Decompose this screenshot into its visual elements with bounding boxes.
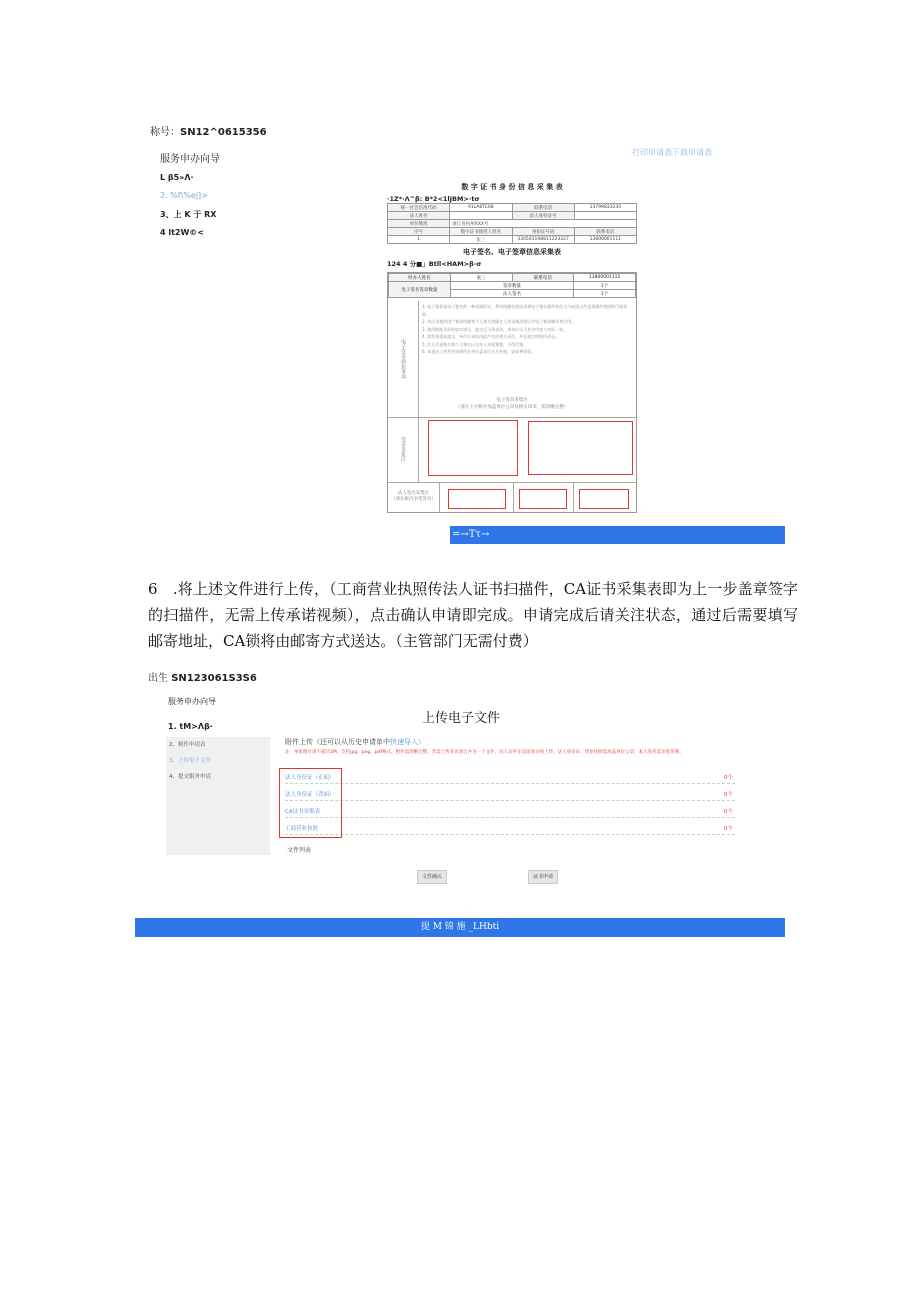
seal-note-2: （请在下方框中加盖单位公章及相关印章，需清晰完整） xyxy=(455,405,569,410)
attachment-header: 附件上传（还可以从历史申请单中快速导入） xyxy=(285,738,425,746)
table-cell: 数字证书使用人姓名 xyxy=(450,228,512,236)
sidebar-item-upload[interactable]: 3、上传电子文件 xyxy=(169,758,211,764)
file-count: 0个 xyxy=(724,826,733,832)
files-highlight-box xyxy=(279,768,342,838)
sign-label-line1: 法人签名采集区 xyxy=(397,491,430,496)
table-cell: 浙江省杭州XXX号 xyxy=(450,220,637,228)
signature-collection-table xyxy=(387,272,637,513)
table-cell: 法人姓名 xyxy=(388,212,450,220)
print-download-link[interactable]: 打印申请表下载申请表 xyxy=(632,148,712,157)
confirm-files-button[interactable]: 文件确认 xyxy=(417,870,447,884)
note-item: 4. 如发现重复提交，单位应承担由此产生的相关责任，并在规定时间内更正。 xyxy=(422,334,560,339)
file-row[interactable] xyxy=(285,790,735,801)
sign-box-1[interactable] xyxy=(448,489,506,509)
note-item: 1. 电子签章是电子签名的一种表现形式，利用图像处理技术将电子签名操作转化为与纸质文件盖章操作相同的可视效果。 xyxy=(422,304,628,317)
step-2[interactable]: 2. %f\%ej]> xyxy=(160,191,208,200)
file-count: 0个 xyxy=(724,775,733,781)
seal-box-left[interactable] xyxy=(428,420,518,476)
file-row[interactable] xyxy=(285,824,735,835)
step-1[interactable]: L β5»Λ· xyxy=(160,173,194,182)
cert-info-table xyxy=(387,203,637,244)
file-name[interactable]: 法人身份证（正面） xyxy=(285,775,335,781)
note-item: 5. 法人代表签名和个人签名应由本人亲笔签署，不得代签。 xyxy=(422,341,528,347)
seal-note: 电子签章采集区 xyxy=(496,398,528,403)
file-name[interactable]: 法人身份证（背面） xyxy=(285,792,335,798)
table-cell: 联系电话 xyxy=(574,228,636,236)
sign-box-3[interactable] xyxy=(579,489,629,509)
table-cell: 序号 xyxy=(388,228,450,236)
bottom-nav-bar-2[interactable]: 提 M 锦 施 _LHbti xyxy=(135,918,785,937)
sign-box-2[interactable] xyxy=(519,489,567,509)
table-cell: 身份证号码 xyxy=(512,228,574,236)
table-cell xyxy=(450,212,512,220)
upload-title: 上传电子文件 xyxy=(422,711,501,726)
table-cell: 统一社会信用代码 xyxy=(388,204,450,212)
section2-title: 出生 SN123061S3S6 xyxy=(148,673,257,684)
note-item: 2. 单位采集的用户签章图像和个人签名图像在上述采集清理后作电子签章制作和应用。 xyxy=(422,319,576,324)
bottom-nav-bar-1[interactable]: =→Tτ→ xyxy=(450,526,785,544)
table-cell: 1 xyxy=(388,236,450,244)
sign-label xyxy=(388,483,440,512)
table-cell: 电子签名签章数量 xyxy=(389,282,451,298)
cert-info-form xyxy=(387,182,637,268)
table-cell: 13800001111 xyxy=(574,274,636,282)
table-cell: 经办人姓名 xyxy=(389,274,451,282)
file-list-label: 文件列表 xyxy=(287,847,312,854)
table-cell: 张三 xyxy=(450,236,512,244)
form-subtitle-3: 124 4 分■」Btll<HAM>β·σ xyxy=(387,260,482,268)
table-cell: 91LA8TE6B xyxy=(450,204,512,212)
table-cell: 13800001111 xyxy=(574,236,636,244)
apply-cert-button[interactable]: 证书申请 xyxy=(528,870,558,884)
file-rows xyxy=(285,773,735,833)
table-cell: 联系电话 xyxy=(512,274,574,282)
sign-label-line2: （请在框内亲笔签名） xyxy=(391,497,436,502)
file-row[interactable] xyxy=(285,773,735,784)
quick-import-link[interactable]: 快速导入） xyxy=(390,738,425,746)
file-count: 0个 xyxy=(724,792,733,798)
table-cell: 法人身份证号 xyxy=(512,212,574,220)
table-cell: 单位地址 xyxy=(388,220,450,228)
form-title: 数 字 证 书 身 份 信 息 采 集 表 xyxy=(461,183,563,191)
table-cell: 法人签名 xyxy=(450,290,574,298)
service-guide-heading-2: 服务申办向导 xyxy=(168,697,216,706)
seal-box-right[interactable] xyxy=(528,421,633,475)
table-cell: 1个 xyxy=(574,282,636,290)
table-cell xyxy=(574,212,636,220)
file-count: 0个 xyxy=(724,809,733,815)
attachment-panel xyxy=(285,737,735,756)
notes-side-label: 电子签章须知事项 xyxy=(388,301,419,417)
file-name[interactable]: 工商营业执照 xyxy=(285,826,319,832)
section1-title: 称号：SN12^0615356 xyxy=(150,127,267,138)
table-cell: 330501198811223327 xyxy=(512,236,574,244)
note-item: 3. 使用数据及资料如实填写，提交后不得更改，本单位认可其中内容与实际一致。 xyxy=(422,326,568,332)
sidebar-item-submit[interactable]: 4、提交服务申请 xyxy=(169,774,211,780)
sidebar-item-make-form[interactable]: 2、制作申请表 xyxy=(169,742,206,748)
file-name[interactable]: CA证书采集表 xyxy=(285,809,321,815)
table-cell: 13799833230 xyxy=(574,204,636,212)
table-cell: 1个 xyxy=(574,290,636,298)
step-4[interactable]: 4 lt2W©< xyxy=(160,228,205,237)
table-cell: 联系电话 xyxy=(512,204,574,212)
form-subtitle: ·1Z*·Λ^β: B*2<1lJBM>·tσ xyxy=(387,195,480,203)
form-title-2: 电子签名、电子签章信息采集表 xyxy=(463,248,561,256)
instruction-paragraph: 6 .将上述文件进行上传，（工商营业执照传法人证书扫描件，CA证书采集表即为上一步盖章签字的扫描件，无需上传承诺视频），点击确认申请即完成。申请完成后请关注状态，通过后需要填写邮寄地址，CA锁将由邮寄方式送达。（主管部门无需付费） xyxy=(148,580,798,650)
note-item: 6. 本表由工商营业执照所在单位盖章后方为有效，请妥善保管。 xyxy=(422,349,536,354)
step-3[interactable]: 3、上 K 于 RX xyxy=(160,210,217,219)
table-cell: 签章数量 xyxy=(450,282,574,290)
table-cell: 张三 xyxy=(450,274,512,282)
file-row[interactable] xyxy=(285,807,735,818)
signer-info-table xyxy=(388,273,636,298)
step-1-b[interactable]: 1. tM>Λβ· xyxy=(168,722,213,731)
attachment-note: 注：单张图片请不超过2M，支持jpg、png、pdf格式，附件需清晰完整，若需上传多页请合并为一个文件，法人证件正反面须分别上传。法人身份证、营业执照需加盖单位公章，本人签名需亲笔签署。 xyxy=(285,750,684,755)
service-guide-heading: 服务申办向导 xyxy=(160,154,220,165)
steps-sidebar xyxy=(166,737,270,855)
seal-side-label: 签章采集区 xyxy=(388,417,419,482)
